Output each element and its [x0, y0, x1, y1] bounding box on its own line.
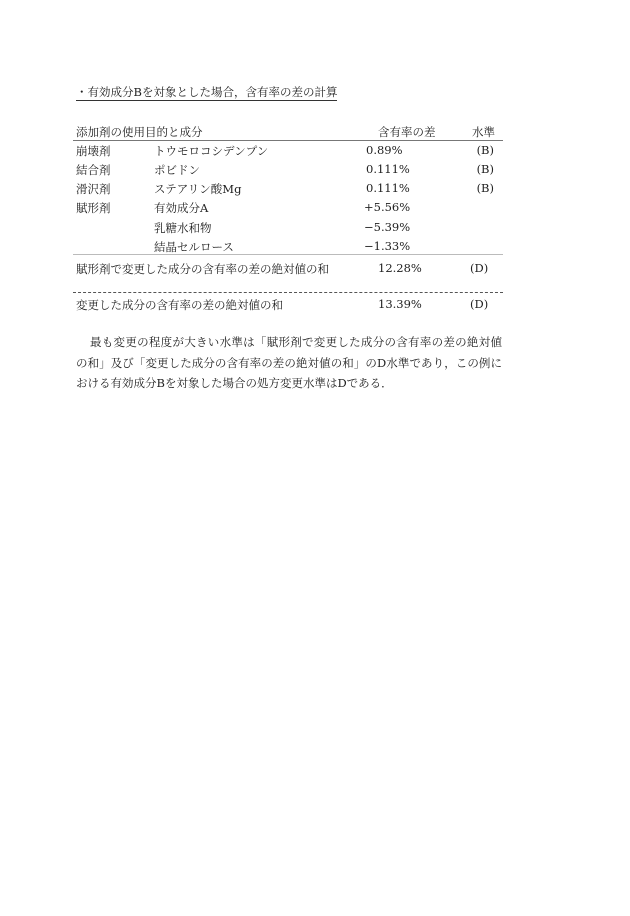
- row-purpose: 賦形剤: [76, 201, 111, 215]
- row-diff: −5.39%: [364, 220, 411, 234]
- row-diff: 0.111%: [366, 162, 410, 176]
- row-level: (B): [476, 181, 494, 195]
- row-component: ステアリン酸Mg: [154, 182, 242, 196]
- total-row: [76, 297, 502, 313]
- dashed-divider: [73, 292, 503, 293]
- row-diff: −1.33%: [364, 239, 411, 253]
- table-row: [76, 239, 502, 255]
- header-level: 水準: [472, 125, 495, 139]
- row-component: ポビドン: [154, 163, 200, 177]
- table-row: [76, 162, 502, 178]
- table-header: [76, 124, 502, 140]
- row-diff: 0.111%: [366, 181, 410, 195]
- conclusion-paragraph: 最も変更の程度が大きい水準は「賦形剤で変更した成分の含有率の差の絶対値の和」及び「変更した成分の含有率の差の絶対値の和」のD水準であり，この例における有効成分Bを対象した場合の処方変更水準はDである．: [76, 335, 502, 390]
- row-purpose: 結合剤: [76, 163, 111, 177]
- header-component: 添加剤の使用目的と成分: [76, 125, 203, 139]
- subtotal-rule: [73, 254, 503, 255]
- row-component: 結晶セルロース: [154, 240, 234, 254]
- total-level: (D): [470, 297, 489, 311]
- row-level: (B): [476, 143, 494, 157]
- row-purpose: 滑沢剤: [76, 182, 111, 196]
- total-diff: 13.39%: [378, 297, 422, 311]
- row-component: 有効成分A: [154, 201, 209, 215]
- row-component: 乳糖水和物: [154, 221, 212, 235]
- header-diff: 含有率の差: [378, 125, 436, 139]
- table-row: [76, 181, 502, 197]
- row-level: (B): [476, 162, 494, 176]
- subtotal-row: [76, 261, 502, 277]
- subtotal-diff: 12.28%: [378, 261, 422, 275]
- subtotal-label: 賦形剤で変更した成分の含有率の差の絶対値の和: [76, 262, 329, 276]
- row-diff: +5.56%: [364, 200, 411, 214]
- total-label: 変更した成分の含有率の差の絶対値の和: [76, 298, 283, 312]
- section-title: ・有効成分Bを対象とした場合，含有率の差の計算: [76, 85, 338, 99]
- table-row: [76, 220, 502, 236]
- row-diff: 0.89%: [366, 143, 403, 157]
- subtotal-level: (D): [470, 261, 489, 275]
- row-component: トウモロコシデンプン: [154, 144, 269, 158]
- row-purpose: 崩壊剤: [76, 144, 111, 158]
- table-row: [76, 200, 502, 216]
- header-rule: [73, 140, 503, 141]
- table-row: [76, 143, 502, 159]
